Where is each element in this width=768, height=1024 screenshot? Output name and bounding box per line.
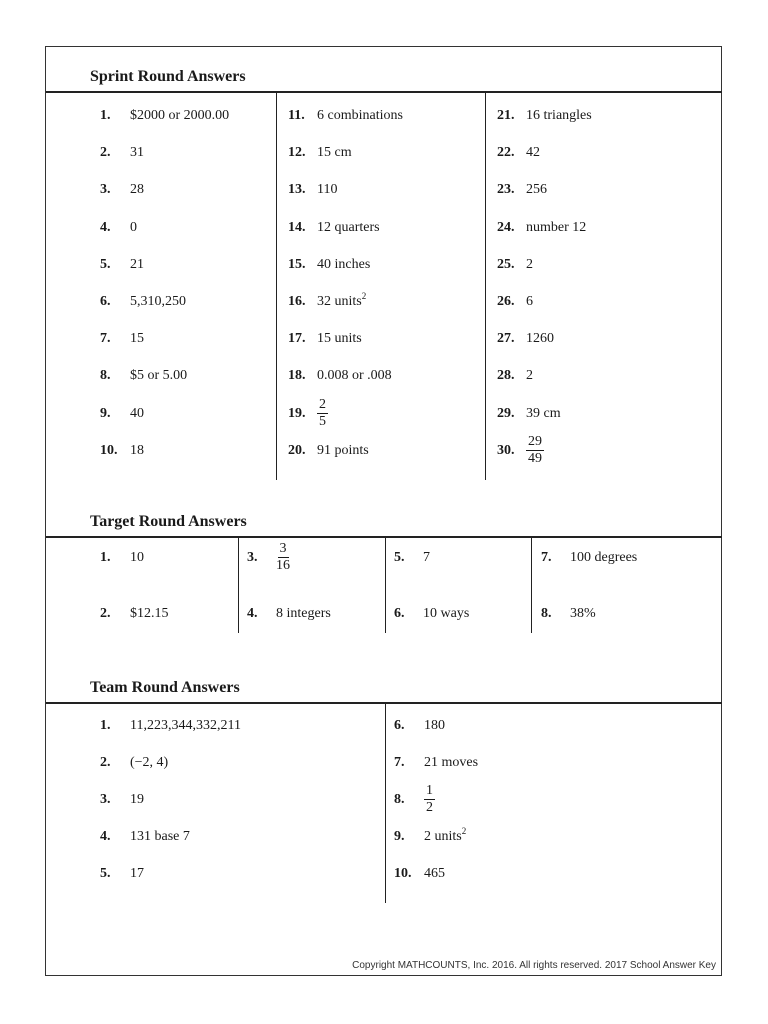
answer-number: 15. bbox=[288, 256, 306, 272]
answer-number: 10. bbox=[100, 442, 118, 458]
answer-value bbox=[526, 434, 544, 467]
answer-text: 15 bbox=[130, 331, 144, 347]
answer-value bbox=[130, 442, 144, 460]
answer-text: 40 bbox=[130, 405, 144, 421]
answer-number: 8. bbox=[100, 368, 111, 384]
answer-text: 91 points bbox=[317, 442, 369, 458]
answer-number: 4. bbox=[100, 219, 111, 235]
answer-value bbox=[130, 367, 187, 385]
answer-number: 5. bbox=[100, 256, 111, 272]
answer-value bbox=[423, 549, 430, 567]
answer-value bbox=[130, 219, 137, 237]
fraction bbox=[276, 541, 290, 574]
copyright-footer: Copyright MATHCOUNTS, Inc. 2016. All rights reserved. 2017 School Answer Key bbox=[352, 960, 716, 971]
answer-number: 1. bbox=[100, 550, 111, 565]
answer-value bbox=[526, 405, 561, 423]
fraction-numerator: 3 bbox=[279, 541, 287, 556]
answer-number: 26. bbox=[497, 294, 515, 309]
fraction-denominator: 5 bbox=[319, 413, 326, 429]
target-divider-2 bbox=[385, 538, 386, 633]
answer-number: 2. bbox=[100, 606, 111, 621]
target-divider-3 bbox=[531, 538, 532, 633]
answer-value bbox=[130, 828, 190, 846]
answer-number: 8. bbox=[394, 792, 405, 807]
target-rule bbox=[46, 536, 722, 538]
answer-value bbox=[317, 107, 403, 125]
answer-number: 4. bbox=[247, 606, 258, 621]
answer-text: 38% bbox=[570, 606, 596, 621]
answer-value bbox=[317, 397, 328, 430]
answer-number: 1. bbox=[100, 108, 111, 123]
answer-number: 20. bbox=[288, 442, 306, 458]
answer-value bbox=[526, 367, 533, 385]
answer-text: 8 integers bbox=[276, 606, 331, 621]
answer-text: 15 units bbox=[317, 331, 362, 347]
answer-value bbox=[130, 330, 144, 348]
answer-text: 100 degrees bbox=[570, 550, 638, 565]
answer-number: 24. bbox=[497, 219, 515, 235]
answer-value bbox=[317, 144, 352, 162]
answer-value bbox=[526, 256, 533, 274]
answer-text: 17 bbox=[130, 866, 144, 881]
fraction bbox=[526, 434, 544, 467]
answer-number: 6. bbox=[394, 606, 405, 621]
answer-text: 39 cm bbox=[526, 405, 561, 421]
answer-text: 21 moves bbox=[424, 755, 479, 770]
answer-text: 15 cm bbox=[317, 145, 352, 161]
answer-value bbox=[317, 367, 392, 385]
answer-value bbox=[317, 330, 362, 348]
fraction-denominator: 16 bbox=[276, 558, 290, 573]
answer-text: 2 bbox=[526, 256, 533, 272]
answer-text: 28 bbox=[130, 182, 144, 198]
answer-number: 5. bbox=[394, 550, 405, 565]
fraction-denominator: 2 bbox=[426, 800, 433, 815]
answer-value bbox=[526, 144, 540, 162]
answer-number: 1. bbox=[100, 718, 111, 733]
answer-number: 5. bbox=[100, 866, 111, 881]
answer-text: $12.15 bbox=[130, 606, 169, 621]
answer-number: 9. bbox=[394, 829, 405, 844]
answer-text: 256 bbox=[526, 182, 547, 198]
answer-text: (−2, 4) bbox=[130, 755, 169, 770]
answer-value bbox=[130, 605, 169, 623]
answer-text: 0.008 or .008 bbox=[317, 368, 392, 384]
answer-number: 29. bbox=[497, 405, 515, 421]
answer-text: 131 base 7 bbox=[130, 829, 190, 844]
answer-number: 27. bbox=[497, 331, 515, 347]
answer-number: 23. bbox=[497, 182, 515, 198]
answer-number: 17. bbox=[288, 331, 306, 347]
answer-text: 0 bbox=[130, 219, 137, 235]
answer-text: $5 or 5.00 bbox=[130, 368, 188, 384]
answer-value bbox=[130, 107, 229, 125]
answer-value bbox=[526, 181, 547, 199]
answer-number: 11. bbox=[288, 108, 305, 123]
answer-number: 28. bbox=[497, 368, 515, 384]
answer-number: 3. bbox=[100, 792, 111, 807]
answer-text: 42 bbox=[526, 145, 540, 161]
fraction bbox=[424, 783, 435, 816]
answer-text: 10 ways bbox=[423, 606, 470, 621]
answer-number: 22. bbox=[497, 145, 515, 161]
answer-number: 7. bbox=[541, 550, 552, 565]
answer-number: 25. bbox=[497, 256, 515, 272]
answer-value bbox=[130, 754, 168, 772]
answer-value bbox=[570, 605, 596, 623]
answer-value bbox=[424, 754, 478, 772]
answer-text: 12 quarters bbox=[317, 219, 380, 235]
answer-number: 16. bbox=[288, 294, 306, 309]
answer-number: 21. bbox=[497, 108, 515, 123]
answer-value bbox=[424, 783, 435, 816]
answer-text: 19 bbox=[130, 792, 144, 807]
answer-value bbox=[276, 541, 290, 574]
answer-number: 2. bbox=[100, 145, 111, 161]
answer-number: 19. bbox=[288, 405, 306, 421]
answer-value bbox=[130, 256, 144, 274]
answer-text: 31 bbox=[130, 145, 144, 161]
sprint-divider-1 bbox=[276, 93, 277, 480]
answer-text: 21 bbox=[130, 256, 144, 272]
answer-text: 11,223,344,332,211 bbox=[130, 718, 241, 733]
answer-number: 18. bbox=[288, 368, 306, 384]
fraction-denominator: 49 bbox=[528, 450, 542, 466]
answer-value bbox=[424, 717, 445, 735]
answer-number: 3. bbox=[100, 182, 111, 198]
answer-text: 6 bbox=[526, 294, 533, 309]
target-divider-1 bbox=[238, 538, 239, 633]
answer-text: $2000 or 2000.00 bbox=[130, 108, 230, 123]
answer-text: 7 bbox=[423, 550, 430, 565]
answer-number: 12. bbox=[288, 145, 306, 161]
answer-value bbox=[423, 605, 469, 623]
answer-number: 3. bbox=[247, 550, 258, 565]
answer-text: 1260 bbox=[526, 331, 554, 347]
answer-text: 10 bbox=[130, 550, 144, 565]
answer-value bbox=[424, 828, 466, 846]
answer-text: 18 bbox=[130, 442, 144, 458]
answer-value bbox=[130, 717, 241, 735]
answer-text: 32 units bbox=[317, 294, 362, 309]
answer-value bbox=[526, 330, 554, 348]
answer-number: 10. bbox=[394, 866, 412, 881]
answer-number: 14. bbox=[288, 219, 306, 235]
answer-value bbox=[526, 219, 586, 237]
answer-value bbox=[130, 865, 144, 883]
answer-value bbox=[424, 865, 445, 883]
answer-text: 40 inches bbox=[317, 256, 371, 272]
answer-value bbox=[317, 256, 370, 274]
answer-value bbox=[130, 293, 186, 311]
sprint-divider-2 bbox=[485, 93, 486, 480]
team-round-title: Team Round Answers bbox=[90, 679, 240, 696]
fraction bbox=[317, 397, 328, 430]
answer-number: 6. bbox=[100, 294, 111, 309]
answer-value bbox=[317, 181, 337, 199]
answer-number: 6. bbox=[394, 718, 405, 733]
answer-value bbox=[317, 219, 380, 237]
team-divider bbox=[385, 704, 386, 903]
answer-value bbox=[317, 293, 366, 311]
fraction-numerator: 1 bbox=[426, 783, 433, 798]
answer-text: 2 bbox=[526, 368, 533, 384]
target-round-title: Target Round Answers bbox=[90, 513, 247, 530]
answer-text: number 12 bbox=[526, 219, 587, 235]
answer-text: 110 bbox=[317, 182, 338, 198]
answer-text: 2 units bbox=[424, 829, 462, 844]
answer-number: 4. bbox=[100, 829, 111, 844]
answer-number: 2. bbox=[100, 755, 111, 770]
answer-value bbox=[130, 549, 144, 567]
answer-number: 9. bbox=[100, 405, 111, 421]
team-rule bbox=[46, 702, 722, 704]
superscript: 2 bbox=[361, 291, 367, 301]
answer-text: 465 bbox=[424, 866, 445, 881]
sprint-rule bbox=[46, 91, 722, 93]
answer-value bbox=[570, 549, 637, 567]
answer-value bbox=[130, 791, 144, 809]
fraction-numerator: 29 bbox=[528, 433, 542, 449]
answer-text: 16 triangles bbox=[526, 108, 592, 123]
answer-number: 8. bbox=[541, 606, 552, 621]
superscript: 2 bbox=[461, 826, 467, 836]
answer-value bbox=[317, 442, 369, 460]
sprint-round-title: Sprint Round Answers bbox=[90, 68, 246, 85]
answer-text: 5,310,250 bbox=[130, 294, 186, 309]
answer-value bbox=[130, 181, 144, 199]
answer-value bbox=[130, 405, 144, 423]
answer-text: 180 bbox=[424, 718, 445, 733]
fraction-numerator: 2 bbox=[319, 396, 326, 412]
answer-number: 30. bbox=[497, 442, 515, 458]
answer-number: 7. bbox=[394, 755, 405, 770]
answer-text: 6 combinations bbox=[317, 108, 403, 123]
answer-number: 13. bbox=[288, 182, 306, 198]
answer-value bbox=[526, 293, 533, 311]
answer-number: 7. bbox=[100, 331, 111, 347]
answer-value bbox=[276, 605, 331, 623]
answer-value bbox=[130, 144, 144, 162]
answer-value bbox=[526, 107, 592, 125]
